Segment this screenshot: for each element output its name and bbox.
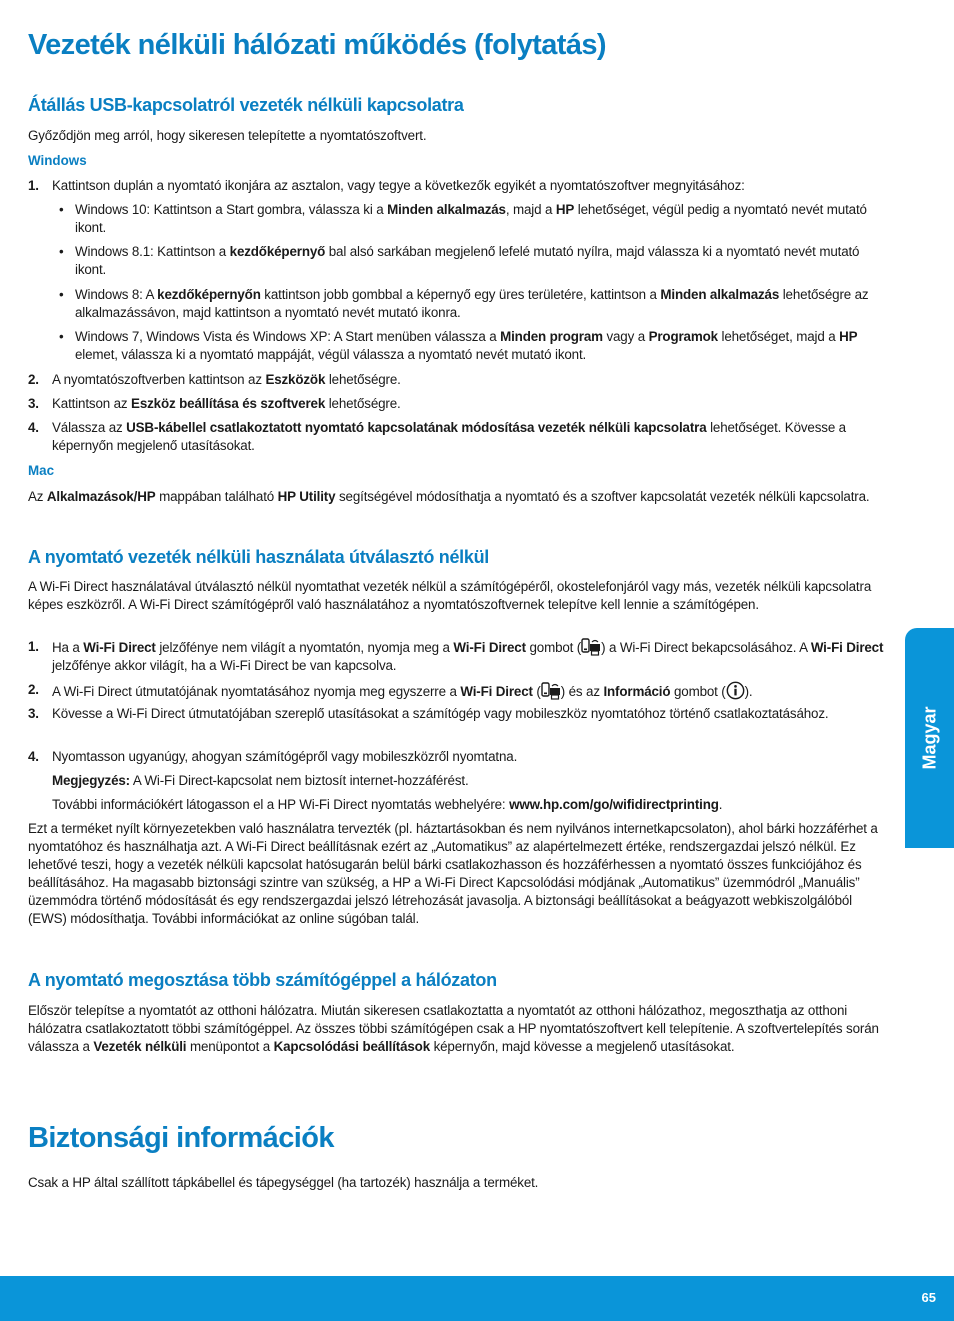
step-number: 1. (28, 178, 39, 193)
step-text: A Wi-Fi Direct útmutatójának nyomtatásához nyomja meg egyszerre a Wi-Fi Direct ( ) és az Információ gombot ( ). (52, 681, 894, 701)
step-text: Kattintson duplán a nyomtató ikonjára az asztalon, vagy tegye a következők egyikét a nyomtatószoftver megnyitásához: (52, 178, 745, 193)
s1-step-1 (28, 177, 894, 195)
step-number: 1. (28, 639, 39, 654)
step-text: Kattintson az Eszköz beállítása és szoftverek lehetőségre. (52, 396, 401, 411)
step-text: Ha a Wi-Fi Direct jelzőfénye nem világít a nyomtatón, nyomja meg a Wi-Fi Direct gombot ( ) a Wi-Fi Direct bekapcsolásához. A Wi-Fi Direct jelzőfénye akkor világít, ha a Wi-Fi Direct be van kapcsolva. (52, 640, 884, 673)
s2-step-2 (28, 681, 894, 699)
language-tab (905, 628, 954, 848)
step-text: A nyomtatószoftverben kattintson az Eszközök lehetőségre. (52, 372, 401, 387)
bullet: • (59, 329, 64, 344)
sharing-paragraph: Először telepítse a nyomtatót az otthoni hálózatra. Miután sikeresen csatlakoztatta a nyomtatót az otthoni hálózathoz, megoszthatja az otthoni hálózatra csatlakoztatott többi számítógéppel. Az összes többi számítógépen csak a HP nyomtatószoftvert kell telepítenie. A szoftvertelepítés során válassza a Vezeték nélküli menüpontot a Kapcsolódási beállítások képernyőn, majd kövesse a megjelenő utasításokat. (28, 1003, 879, 1054)
step-number: 2. (28, 682, 39, 697)
safety-title: Biztonsági információk (28, 1122, 334, 1154)
s1-step-3 (28, 395, 894, 413)
windows-label: Windows (28, 153, 87, 168)
s2-step-1 (28, 638, 894, 674)
section-heading-usb-to-wireless: Átállás USB-kapcsolatról vezeték nélküli kapcsolatra (28, 95, 464, 115)
bullet-text: Windows 8: A kezdőképernyőn kattintson jobb gombbal a képernyő egy üres területére, kattintson a Minden alkalmazás lehetőségre az alkalmazássávon, majd kattintson a nyomtató nevét mutató ikonra. (75, 287, 869, 320)
s2-step-4 (28, 748, 894, 766)
s1-step-4 (28, 419, 894, 455)
language-tab-label: Magyar (919, 706, 939, 770)
bullet: • (59, 202, 64, 217)
step-text: Nyomtasson ugyanúgy, ahogyan számítógépről vagy mobileszközről nyomtatna. (52, 749, 518, 764)
bullet-text: Windows 8.1: Kattintson a kezdőképernyő bal alsó sarkában megjelenő lefelé mutató nyílra, majd válassza ki a nyomtató nevét mutató ikont. (75, 244, 860, 277)
s2-note (28, 772, 894, 790)
note-text: Megjegyzés: A Wi-Fi Direct-kapcsolat nem biztosít internet-hozzáférést. (52, 773, 469, 788)
s2-more-info (28, 796, 894, 814)
s1-step-2 (28, 371, 894, 389)
section1-intro: Győződjön meg arról, hogy sikeresen telepítette a nyomtatószoftvert. (28, 128, 427, 143)
page-title: Vezeték nélküli hálózati működés (folytatás) (28, 29, 606, 61)
s1-bullet-win10 (28, 201, 894, 237)
step-text: Válassza az USB-kábellel csatlakoztatott nyomtató kapcsolatának módosítása vezeték nélküli kapcsolatra lehetőséget. Kövesse a képernyőn megjelenő utasításokat. (52, 420, 846, 453)
mac-text: Az Alkalmazások/HP mappában található HP Utility segítségével módosíthatja a nyomtató és a szoftver kapcsolatát vezeték nélküli kapcsolatra. (28, 489, 870, 504)
wifi-direct-icon (541, 682, 561, 700)
section-heading-wifi-direct: A nyomtató vezeték nélküli használata útválasztó nélkül (28, 547, 489, 567)
step-number: 3. (28, 396, 39, 411)
bullet-text: Windows 10: Kattintson a Start gombra, válassza ki a Minden alkalmazás, majd a HP lehetőséget, végül pedig a nyomtató nevét mutató ikont. (75, 202, 867, 235)
step-number: 4. (28, 420, 39, 435)
footer-bar (0, 1276, 954, 1321)
s1-bullet-win8 (28, 286, 894, 322)
more-info-text: További információkért látogasson el a HP Wi-Fi Direct nyomtatás webhelyére: www.hp.com/go/wifidirectprinting. (52, 797, 723, 812)
s1-bullet-win7 (28, 328, 894, 364)
wifi-direct-icon (581, 638, 601, 656)
info-icon (726, 681, 745, 700)
page-number: 65 (921, 1290, 936, 1305)
wifi-direct-url-link[interactable]: www.hp.com/go/wifidirectprinting (509, 797, 719, 812)
bullet: • (59, 287, 64, 302)
mac-label: Mac (28, 463, 55, 478)
safety-text: Csak a HP által szállított tápkábellel és tápegységgel (ha tartozék) használja a terméket. (28, 1175, 539, 1190)
s2-step-3 (28, 705, 894, 741)
security-paragraph: Ezt a terméket nyílt környezetekben való használatra tervezték (pl. háztartásokban és nem nyilvános internetkapcsolaton), ahol bárki hozzáférhet a nyomtatóhoz és használhatja azt. A Wi-Fi Direct beállításnak ezért az „Automatikus” az alapértelmezett értéke, rendszergazdai jelszó nélkül. Ez lehetővé teszi, hogy a vezeték nélküli kapcsolat hatósugarán belül bárki csatlakozhasson és hozzáférhessen a nyomtató összes funkciójához és beállításához. Ha magasabb biztonsági szintre van szükség, a HP a Wi-Fi Direct Kapcsolódási módjának „Automatikus” üzemmódról „Manuális” üzemmódra történő módosítását és egy rendszergazdai jelszó létrehozását javasolja. A biztonsági beállításokat a beágyazott webkiszolgálóból (EWS) módosíthatja. További információkat az online súgóban talál. (28, 821, 878, 926)
section-heading-sharing: A nyomtató megosztása több számítógéppel a hálózaton (28, 970, 497, 990)
section2-intro: A Wi-Fi Direct használatával útválasztó nélkül nyomtathat vezeték nélkül a számítógépéről, okostelefonjáról vagy más, vezeték nélküli kapcsolatra képes eszközről. A Wi-Fi Direct számítógépről való használatához a nyomtatószoftvernek telepítve kell lennie a számítógépen. (28, 579, 872, 612)
step-number: 4. (28, 749, 39, 764)
bullet-text: Windows 7, Windows Vista és Windows XP: A Start menüben válassza a Minden program vagy a Programok lehetőséget, majd a HP elemet, válassza ki a nyomtató mappáját, végül válassza a nyomtató nevét mutató ikont. (75, 329, 858, 362)
s1-bullet-win81 (28, 243, 894, 279)
step-text: Kövesse a Wi-Fi Direct útmutatójában szereplő utasításokat a számítógép vagy mobileszköz nyomtatóhoz történő csatlakoztatásához. (52, 706, 829, 721)
step-number: 3. (28, 706, 39, 721)
step-number: 2. (28, 372, 39, 387)
bullet: • (59, 244, 64, 259)
